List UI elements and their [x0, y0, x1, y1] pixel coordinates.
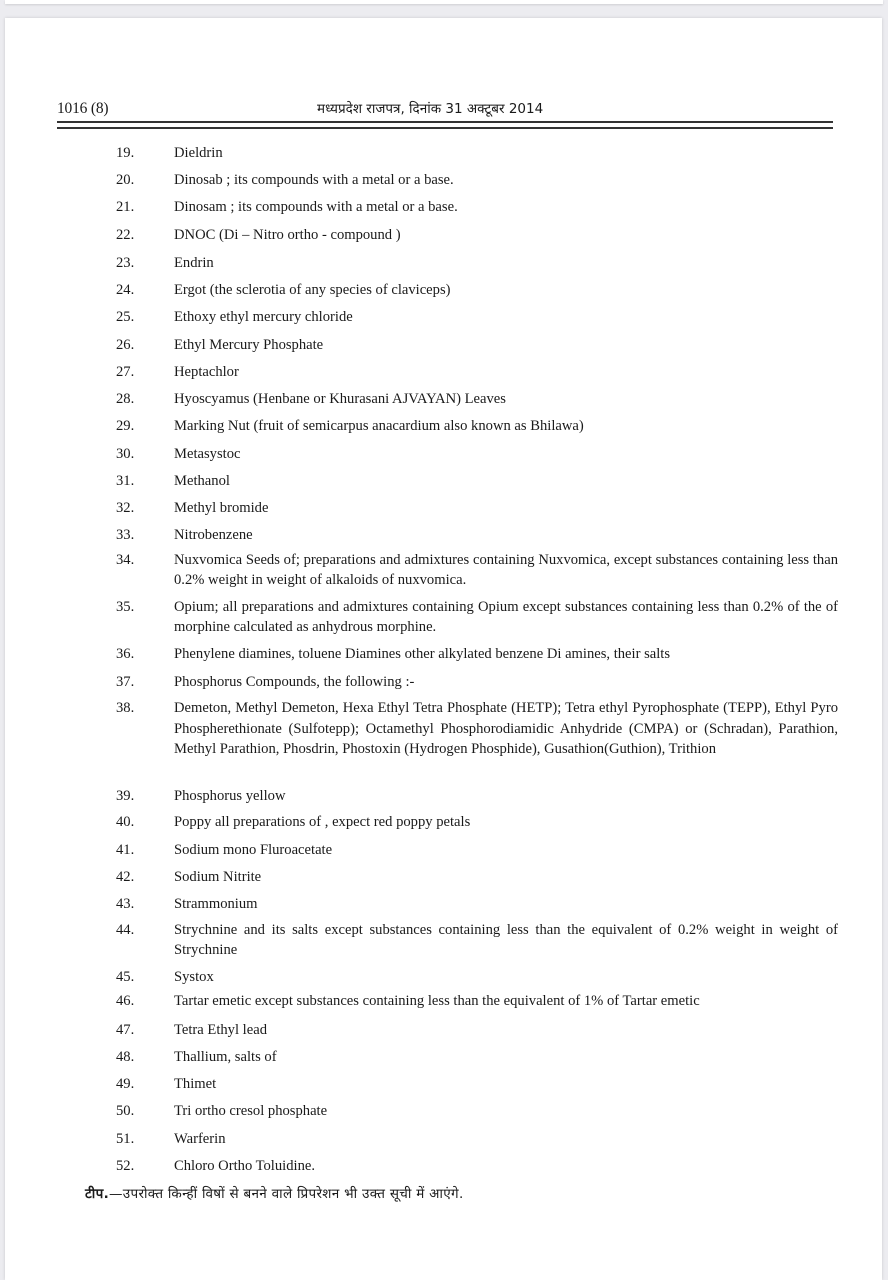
item-number: 43.	[116, 896, 135, 912]
item-text: Ethoxy ethyl mercury chloride	[174, 309, 353, 325]
item-number: 45.	[116, 969, 135, 985]
item-text: Heptachlor	[174, 364, 239, 380]
item-number: 32.	[116, 500, 135, 516]
item-number: 34.	[116, 552, 135, 568]
header-rule-top	[57, 121, 833, 123]
item-text: Marking Nut (fruit of semicarpus anacardium also known as Bhilawa)	[174, 418, 584, 434]
item-text: Phosphorus Compounds, the following :-	[174, 674, 415, 690]
header-rule-bottom	[57, 127, 833, 129]
item-number: 24.	[116, 282, 135, 298]
footnote	[85, 1184, 464, 1202]
item-text: Warferin	[174, 1131, 226, 1147]
item-number: 19.	[116, 145, 135, 161]
item-number: 25.	[116, 309, 135, 325]
item-number: 36.	[116, 646, 135, 662]
item-number: 46.	[116, 993, 135, 1009]
item-number: 28.	[116, 391, 135, 407]
item-text: Methyl bromide	[174, 500, 269, 516]
item-number: 21.	[116, 199, 135, 215]
item-text: Methanol	[174, 473, 230, 489]
item-text: Phosphorus yellow	[174, 788, 286, 804]
item-text: Sodium Nitrite	[174, 869, 262, 885]
item-number: 22.	[116, 227, 135, 243]
item-text: Dinosab ; its compounds with a metal or a base.	[174, 172, 454, 188]
item-text: Strammonium	[174, 896, 258, 912]
item-number: 29.	[116, 418, 135, 434]
item-number: 48.	[116, 1049, 135, 1065]
item-text: Thimet	[174, 1076, 217, 1092]
item-number: 30.	[116, 446, 135, 462]
item-number: 50.	[116, 1103, 135, 1119]
item-text: Tartar emetic except substances containing less than the equivalent of 1% of Tartar emetic	[174, 993, 700, 1009]
item-text: Hyoscyamus (Henbane or Khurasani AJVAYAN) Leaves	[174, 391, 506, 407]
item-text: Thallium, salts of	[174, 1049, 277, 1065]
item-number: 35.	[116, 599, 135, 615]
item-text: Poppy all preparations of , expect red poppy petals	[174, 814, 471, 830]
item-number: 44.	[116, 922, 135, 938]
item-text: Dinosam ; its compounds with a metal or a base.	[174, 199, 458, 215]
item-text: Nitrobenzene	[174, 527, 253, 543]
item-text: Metasystoc	[174, 446, 241, 462]
item-text: Dieldrin	[174, 145, 223, 161]
item-number: 47.	[116, 1022, 135, 1038]
item-number: 23.	[116, 255, 135, 271]
item-text: Phenylene diamines, toluene Diamines other alkylated benzene Di amines, their salts	[174, 646, 671, 662]
item-number: 40.	[116, 814, 135, 830]
item-text: Sodium mono Fluroacetate	[174, 842, 333, 858]
item-number: 33.	[116, 527, 135, 543]
item-number: 41.	[116, 842, 135, 858]
item-text: Opium; all preparations and admixtures containing Opium except substances containing less than 0.2% of the of morphine calculated as anhydrous morphine.	[174, 599, 838, 635]
item-number: 52.	[116, 1158, 135, 1174]
item-number: 27.	[116, 364, 135, 380]
item-text: DNOC (Di – Nitro ortho - compound )	[174, 227, 401, 243]
item-number: 42.	[116, 869, 135, 885]
item-text: Tetra Ethyl lead	[174, 1022, 267, 1038]
item-number: 39.	[116, 788, 135, 804]
previous-page-edge	[5, 0, 883, 4]
item-number: 38.	[116, 700, 135, 716]
item-number: 20.	[116, 172, 135, 188]
item-text: Strychnine and its salts except substances containing less than the equivalent of 0.2% weight in weight of Strychnine	[174, 922, 838, 958]
item-number: 31.	[116, 473, 135, 489]
item-text: Endrin	[174, 255, 214, 271]
item-text: Nuxvomica Seeds of; preparations and admixtures containing Nuxvomica, except substances containing less than 0.2% weight in weight of alkaloids of nuxvomica.	[174, 552, 838, 588]
footnote-label: टीप.	[85, 1186, 109, 1202]
item-text: Ethyl Mercury Phosphate	[174, 337, 324, 353]
item-number: 26.	[116, 337, 135, 353]
footnote-text: —उपरोक्त किन्हीं विषों से बनने वाले प्रिपरेशन भी उक्त सूची में आएंगे.	[109, 1186, 464, 1202]
item-text: Ergot (the sclerotia of any species of claviceps)	[174, 282, 451, 298]
item-number: 37.	[116, 674, 135, 690]
page-number: 1016 (8)	[57, 100, 109, 117]
item-text: Tri ortho cresol phosphate	[174, 1103, 328, 1119]
page-header	[57, 100, 833, 130]
item-text: Systox	[174, 969, 214, 985]
item-number: 49.	[116, 1076, 135, 1092]
item-text: Demeton, Methyl Demeton, Hexa Ethyl Tetra Phosphate (HETP); Tetra ethyl Pyrophosphate (TEPP), Ethyl Pyro Phospherethionate (Sulfotepp); Octamethyl Phosphorodiamidic Anhydride (CMPA) or (Schradan), Parathion, Methyl Parathion, Phosdrin, Phostoxin (Hydrogen Phosphide), Gusathion(Guthion), Trithion	[174, 700, 838, 757]
item-text: Chloro Ortho Toluidine.	[174, 1158, 315, 1174]
item-number: 51.	[116, 1131, 135, 1147]
gazette-title: मध्यप्रदेश राजपत्र, दिनांक 31 अक्टूबर 2014	[317, 101, 544, 117]
